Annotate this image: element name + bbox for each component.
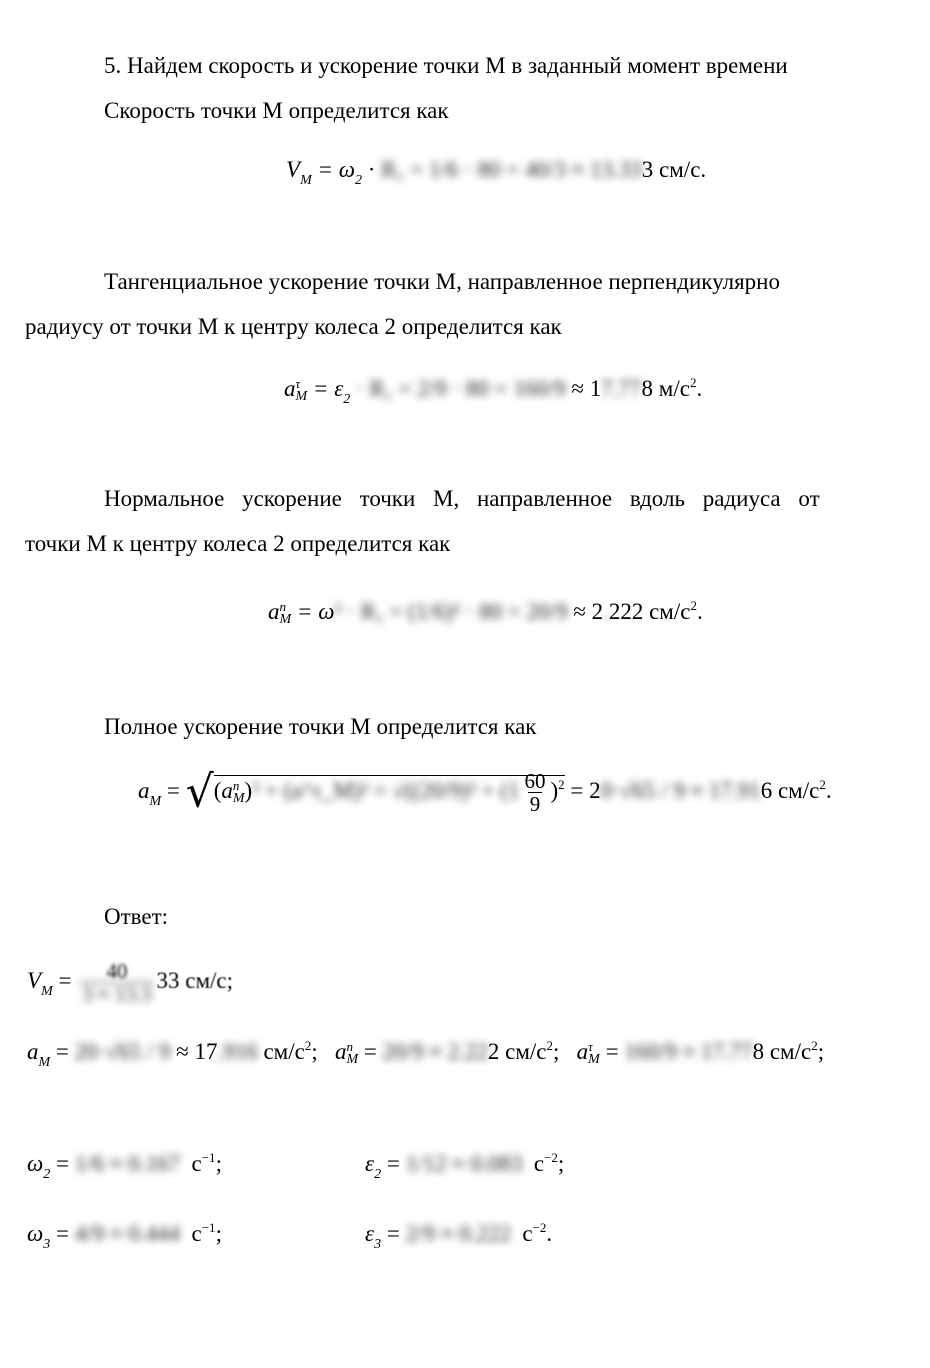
ans-an-blurred: 20/9 ≈ 2.22 — [382, 1039, 488, 1064]
am-fraction — [522, 770, 547, 815]
an-blurred: ² · R₁ = (1/6)² · 80 = 20/9 — [334, 599, 568, 624]
ans-at-blurred: 160/9 ≈ 17.77 — [624, 1039, 753, 1064]
ans-e2-unit: с — [533, 1151, 545, 1176]
am-tail: 6 см/с — [760, 777, 820, 803]
normal-intro-1-text: Нормальное ускорение точки М, направленное вдоль радиуса от — [104, 486, 820, 511]
am-blurred2: 0·√65 / 9 ≈ 17.91 — [600, 777, 761, 803]
am-sq: 2 — [558, 776, 565, 792]
ans-e3-eq: = — [386, 1221, 400, 1246]
am-sub: M — [149, 793, 162, 809]
ans-e3-unit: с — [522, 1221, 533, 1246]
at-unit-sup: 2 — [689, 375, 697, 390]
ans-e3-sub: 3 — [374, 1237, 382, 1252]
full-formula: $a_M = √(a$ n M )² + (a^τ_M)² = √((20/9)² + (1 $\frac{60}{9}$ )$^2$ = 20·√65 / 9 ≈ 17.916 $см/с^2$. — [138, 766, 832, 818]
ans-e2-semi: ; — [557, 1151, 565, 1176]
am-inner-sub: M — [232, 791, 245, 807]
answer-omega2 — [27, 1150, 222, 1182]
at-approx: ≈ 1 — [571, 376, 602, 401]
at-tail: 8 м/с — [641, 376, 690, 401]
ans-e2-eq: = — [386, 1151, 400, 1176]
ans-am-sub: M — [38, 1055, 51, 1070]
ans-an-tail: 2 см/с — [487, 1039, 547, 1064]
v-dot: · — [367, 157, 376, 182]
an-blurred2: . — [603, 599, 609, 624]
am-eq: = — [166, 777, 180, 803]
ans-w2-semi: ; — [215, 1151, 222, 1176]
ans-w3-semi: ; — [215, 1221, 222, 1246]
ans-e2-lhs: ε — [365, 1151, 375, 1176]
ans-w2-unit: с — [191, 1151, 202, 1176]
ans-w3-lhs: ω — [27, 1221, 44, 1246]
ans-am-approx: ≈ 17 — [176, 1039, 218, 1064]
am-two: 2 — [589, 777, 601, 803]
ans-w3-blurred: 4/9 ≈ 0.444 — [74, 1221, 180, 1246]
at-sup: τ — [295, 376, 301, 392]
an-approx: ≈ 2 — [573, 599, 604, 624]
ans-am-unit: см/с — [263, 1039, 305, 1064]
am-inner-symbol: a — [221, 777, 233, 803]
am-blurred: ² + (a^τ_M)² = √((20/9)² + (1 — [252, 777, 520, 803]
am-eq2: = — [570, 777, 584, 803]
ans-an-semi: ; — [553, 1039, 560, 1064]
tangential-intro-1-text: Тангенциальное ускорение точки М, направленное перпендикулярно — [104, 269, 780, 294]
ans-at-semi: ; — [817, 1039, 825, 1064]
ans-v-tail: 33 см/с; — [156, 967, 234, 993]
v-sub: M — [300, 173, 312, 188]
ans-e3-dot: . — [546, 1221, 553, 1246]
ans-an-sup: n — [346, 1039, 353, 1055]
v-blurred: R₁ = 1/6 · 80 = 40/3 ≈ 13.33 — [381, 157, 642, 182]
ans-v-fraction — [80, 960, 153, 1005]
an-symbol: a — [268, 599, 280, 624]
ans-w2-unit-sup: −1 — [201, 1150, 216, 1165]
ans-at-tail: 8 см/с — [752, 1039, 812, 1064]
answer-epsilon3 — [365, 1220, 553, 1252]
answer-label: Ответ: — [104, 904, 169, 929]
ans-v-sub: M — [41, 983, 53, 999]
ans-at-eq: = — [605, 1039, 619, 1064]
ans-e3-unit-sup: −2 — [532, 1220, 547, 1235]
ans-am-semi: ; — [311, 1039, 318, 1064]
am-inner-sup: n — [232, 778, 240, 794]
speed-intro: Скорость точки М определится как — [104, 98, 449, 123]
answer-omega3 — [27, 1220, 222, 1252]
at-sub: M — [295, 389, 308, 405]
ans-am-eq: = — [55, 1039, 69, 1064]
ans-am-lhs: a — [27, 1039, 39, 1064]
ans-e2-sub: 2 — [374, 1167, 382, 1182]
velocity-formula — [286, 157, 707, 188]
ans-at-sub: M — [588, 1052, 600, 1068]
sqrt-icon: √ — [185, 766, 214, 818]
tangential-formula: a τ M = $\varepsilon_2 \cdot R_1 = 2/9 \cdot 80 = 160/9 \approx 17.778$ $м/с^2$. — [284, 375, 703, 407]
answer-velocity — [27, 960, 233, 1005]
ans-an-unit-sup: 2 — [546, 1038, 554, 1053]
ans-w3-eq: = — [56, 1221, 69, 1246]
tangential-intro-1 — [104, 270, 882, 293]
ans-v-eq: = — [58, 967, 72, 993]
ans-e3-blurred: 2/9 ≈ 0.222 — [405, 1221, 511, 1246]
normal-intro-2: точки М к центру колеса 2 определится как — [25, 531, 451, 556]
ans-e2-blurred: 1/12 ≈ 0.083 — [405, 1151, 523, 1176]
ans-an-lhs: a — [334, 1039, 347, 1064]
an-sup: n — [279, 599, 286, 615]
ans-am-unit-sup: 2 — [304, 1038, 312, 1053]
ans-w3-unit-sup: −1 — [201, 1220, 216, 1235]
ans-w3-unit: с — [191, 1221, 202, 1246]
ans-w3-sub: 3 — [43, 1237, 51, 1252]
full-intro: Полное ускорение точки М определится как — [104, 714, 537, 739]
an-unit-sup: 2 — [690, 598, 697, 613]
ans-v-top: 40 — [106, 959, 128, 983]
at-eq: = ε — [312, 376, 344, 401]
normal-intro-1 — [104, 487, 882, 510]
ans-w2-eq: = — [56, 1151, 69, 1176]
ans-e2-unit-sup: −2 — [544, 1150, 558, 1165]
ans-w2-sub: 2 — [43, 1167, 51, 1182]
tangential-intro-2: радиусу от точки М к центру колеса 2 определится как — [25, 314, 562, 339]
at-eq-sub: 2 — [343, 392, 351, 407]
am-symbol: a — [138, 777, 150, 803]
ans-e3-lhs: ε — [365, 1221, 375, 1246]
v-symbol: V — [286, 157, 301, 182]
v-eq: = ω — [317, 157, 355, 182]
section-heading: 5. Найдем скорость и ускорение точки М в заданный момент времени — [104, 53, 788, 78]
omega-sub: 2 — [355, 173, 362, 188]
ans-am-blurred2: .916 — [217, 1039, 258, 1064]
an-tail: 222 см/с — [608, 599, 691, 624]
ans-am-blurred: 20·√65 / 9 — [74, 1039, 171, 1064]
ans-at-sup: τ — [588, 1039, 593, 1055]
ans-w2-blurred: 1/6 ≈ 0.167 — [74, 1151, 180, 1176]
an-sub: M — [279, 612, 292, 628]
ans-an-sub: M — [346, 1052, 359, 1068]
ans-v-lhs: V — [27, 967, 42, 993]
at-blurred: · R₁ = 2/9 · 80 = 160/9 — [356, 376, 566, 401]
ans-v-blurred: 3 ≈ 13.3 — [82, 982, 152, 1007]
ans-an-eq: = — [363, 1039, 377, 1064]
answer-epsilon2 — [365, 1150, 565, 1182]
ans-at-lhs: a — [576, 1039, 589, 1064]
v-tail: 3 см/с. — [641, 157, 707, 182]
at-blurred2: 7.77 — [601, 376, 642, 401]
normal-formula: a n M = ω² · R₁ = (1/6)² · 80 = 20/9 ≈ 2.222 $см/с^2$. — [268, 598, 703, 628]
at-symbol: a — [284, 376, 296, 401]
ans-w2-lhs: ω — [27, 1151, 44, 1176]
an-eq: = ω — [296, 599, 335, 624]
am-unit-sup: 2 — [819, 776, 826, 792]
ans-at-unit-sup: 2 — [811, 1038, 818, 1053]
answer-accelerations — [27, 1038, 825, 1070]
am-frac-num: 60 — [524, 769, 546, 793]
am-frac-den: 9 — [529, 792, 541, 817]
